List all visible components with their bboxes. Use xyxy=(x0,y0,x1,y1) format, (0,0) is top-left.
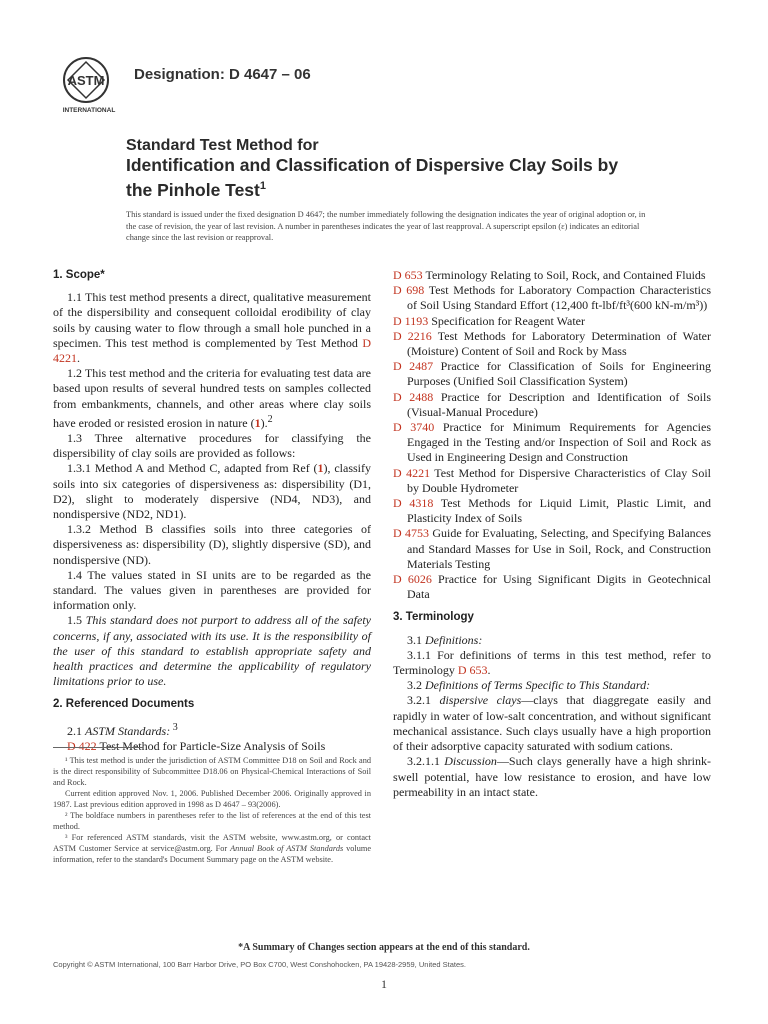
ref-link-1b[interactable]: 1 xyxy=(317,461,324,476)
reference-list xyxy=(393,268,711,602)
footnote-3: ³ For referenced ASTM standards, visit the ASTM website, www.astm.org, or contact ASTM Customer Service at service@astm.org. For Annual Book of ASTM Standards volume information, refer to the standard's Document Summary page on the ASTM website. xyxy=(53,833,372,864)
svg-text:ASTM: ASTM xyxy=(67,73,105,88)
section-refdocs-heading: 2. Referenced Documents xyxy=(53,698,195,711)
para-3-2-1: 3.2.1 dispersive clays—clays that diaggregate easily and rapidly in water of low-salt concentration, and without significant mechanical assistance. Such clays usually have a high proportion of their adsorptive capacity saturated with sodium cations. xyxy=(393,693,712,754)
footnote-1: ¹ This test method is under the jurisdiction of ASTM Committee D18 on Soil and Rock and is the direct responsibility of Subcommittee D18.06 on Physical-Chemical Interactions of Soil and Rock. xyxy=(53,756,371,787)
ref-item-d1193: D 1193 Specification for Reagent Water xyxy=(393,313,585,328)
svg-text:INTERNATIONAL: INTERNATIONAL xyxy=(62,107,116,114)
astm-logo xyxy=(56,54,124,116)
page-number: 1 xyxy=(381,977,387,991)
para-1-1: 1.1 This test method presents a direct, qualitative measurement of the dispersibility and consequent colloidal erodibility of clay soils by causing water to flow through a small hole punched in a specimen. This test method is complemented by Test Method D 4221. xyxy=(53,290,371,366)
ref-code-link[interactable]: D 2487 xyxy=(393,359,434,374)
footnote-rule xyxy=(53,747,143,748)
ref-code-link[interactable]: D 4318 xyxy=(393,496,434,511)
para-1-3: 1.3 Three alternative procedures for classifying the dispersibility of clay soils are provided as follows: xyxy=(53,431,371,461)
ref-link-1[interactable]: 1 xyxy=(254,415,261,430)
ref-item-d4753: D 4753 Guide for Evaluating, Selecting, and Specifying Balances and Standard Masses for Use in Soil, Rock, and Construction Materials Testing xyxy=(393,526,711,571)
left-column xyxy=(53,268,371,754)
section-terminology-heading: 3. Terminology xyxy=(393,611,474,624)
ref-code-link[interactable]: D 2216 xyxy=(393,328,432,343)
ref-item-d3740: D 3740 Practice for Minimum Requirements for Agencies Engaged in the Testing and/or Inspection of Soil and Rock as Used in Engineering Design and Construction xyxy=(393,420,711,465)
title-line-2: Identification and Classification of Dispersive Clay Soils by xyxy=(126,155,619,175)
para-2-1: 2.1 ASTM Standards: $^3$ xyxy=(67,721,178,738)
ref-item-d2488: D 2488 Practice for Description and Identification of Soils (Visual-Manual Procedure) xyxy=(393,389,711,419)
para-3-1-1: 3.1.1 For definitions of terms in this test method, refer to Terminology D 653. xyxy=(393,647,711,678)
link-d653[interactable]: D 653 xyxy=(457,663,488,678)
para-1-3-2: 1.3.2 Method B classifies soils into three categories of dispersiveness as: dispersibility (D), slightly dispersive (SD), and nondispersive (ND). xyxy=(53,522,371,567)
footnotes xyxy=(53,755,371,865)
ref-code-link[interactable]: D 4753 xyxy=(393,526,430,541)
ref-item-d4318: D 4318 Test Methods for Liquid Limit, Plastic Limit, and Plasticity Index of Soils xyxy=(393,496,711,526)
link-d4221[interactable]: D 4221 xyxy=(53,335,371,366)
para-1-2: 1.2 This test method and the criteria for evaluating test data are based upon results of several hundred tests on samples collected from embankments, channels, and other areas where clay soils have eroded or resisted erosion in nature (1).$^2$ xyxy=(53,366,371,430)
para-3-2-1-1: 3.2.1.1 Discussion—Such clays generally have a high shrink-swell potential, have low resistance to erosion, and have low permeability in an intact state. xyxy=(393,754,712,799)
designation: Designation: D 4647 – 06 xyxy=(134,66,311,83)
ref-code-link[interactable]: D 1193 xyxy=(393,313,429,328)
para-1-3-1: 1.3.1 Method A and Method C, adapted from Ref (1), classify soils into six categories of dispersiveness as: dispersibility (D1, D2), slight to moderately dispersive (ND4, ND3), and nondispersive (ND2, ND1). xyxy=(53,461,372,522)
ref-code-link[interactable]: D 653 xyxy=(393,268,423,282)
ref-item-d2487: D 2487 Practice for Classification of Soils for Engineering Purposes (Unified Soil Classification System) xyxy=(393,359,711,389)
ref-item-d422: D 422 Test Method for Particle-Size Analysis of Soils xyxy=(67,738,326,753)
ref-code-link[interactable]: D 698 xyxy=(393,283,425,298)
footnote-2: ² The boldface numbers in parentheses refer to the list of references at the end of this test method. xyxy=(53,811,371,831)
ref-item-d6026: D 6026 Practice for Using Significant Digits in Geotechnical Data xyxy=(393,572,711,602)
ref-item-d4221: D 4221 Test Method for Dispersive Characteristics of Clay Soil by Double Hydrometer xyxy=(393,465,711,495)
para-3-2: 3.2 Definitions of Terms Specific to This Standard: xyxy=(407,678,651,693)
ref-item-d653: D 653 Terminology Relating to Soil, Rock, and Contained Fluids xyxy=(393,268,706,282)
document-title xyxy=(126,136,686,201)
section-scope-heading: 1. Scope* xyxy=(53,269,105,281)
title-line-3: the Pinhole Test$^1$ xyxy=(126,179,266,200)
para-3-1: 3.1 Definitions: xyxy=(407,632,483,647)
ref-item-d2216: D 2216 Test Methods for Laboratory Determination of Water (Moisture) Content of Soil and Rock by Mass xyxy=(393,328,712,359)
summary-note: *A Summary of Changes section appears at the end of this standard. xyxy=(238,942,530,953)
standard-notice: This standard is issued under the fixed designation D 4647; the number immediately following the designation indicates the year of original adoption or, in the case of revision, the year of last revision. A number in parentheses indicates the year of last reapproval. A superscript epsilon (ε) indicates an editorial change since the last revision or reapproval. xyxy=(126,210,646,242)
footnote-edition: Current edition approved Nov. 1, 2006. Published December 2006. Originally approved in 1987. Last previous edition approved in 1998 as D 4647 – 93(2006). xyxy=(53,789,371,809)
para-1-4: 1.4 The values stated in SI units are to be regarded as the standard. The values given in parentheses are provided for information only. xyxy=(53,567,371,613)
para-1-5: 1.5 This standard does not purport to address all of the safety concerns, if any, associated with its use. It is the responsibility of the user of this standard to establish appropriate safety and health practices and determine the applicability of regulatory limitations prior to use. xyxy=(53,613,371,689)
right-column xyxy=(393,268,711,800)
ref-code-link[interactable]: D 2488 xyxy=(393,389,434,404)
title-line-1: Standard Test Method for xyxy=(126,137,319,154)
ref-item-d698: D 698 Test Methods for Laboratory Compaction Characteristics of Soil Using Standard Effort (12,400 ft-lbf/ft³(600 kN-m/m³)) xyxy=(393,283,711,313)
ref-code-link[interactable]: D 6026 xyxy=(393,572,432,587)
ref-code-link[interactable]: D 3740 xyxy=(393,420,435,435)
copyright: Copyright © ASTM International, 100 Barr Harbor Drive, PO Box C700, West Conshohocken, PA 19428-2959, United States. xyxy=(53,960,466,969)
ref-code-link[interactable]: D 4221 xyxy=(393,465,431,480)
